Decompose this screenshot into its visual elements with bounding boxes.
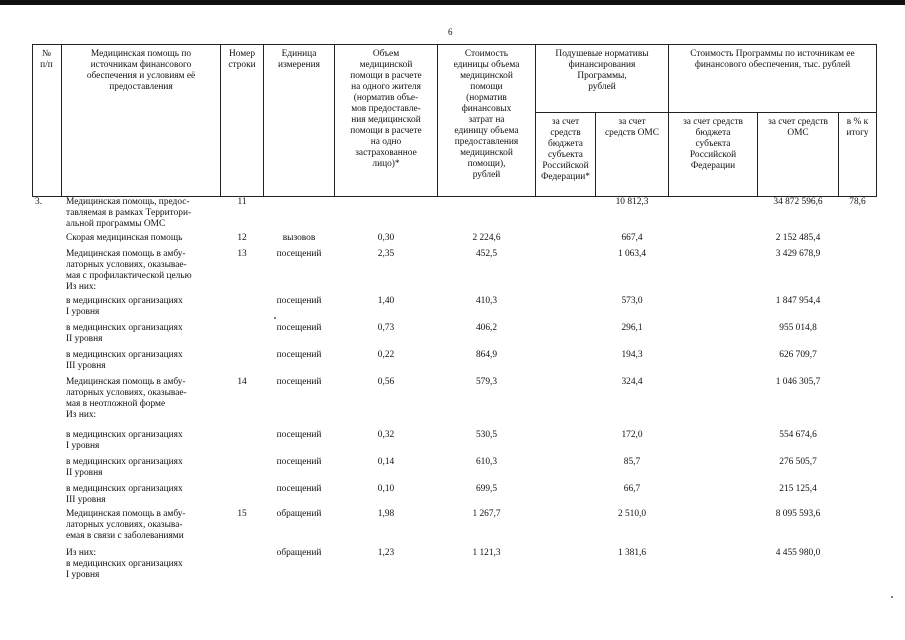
row-program-oms: 955 014,8 — [779, 323, 817, 333]
header-norm-group: Подушевые нормативы финансирования Программы, рублей — [555, 49, 649, 92]
row-volume: 0,22 — [377, 350, 395, 360]
row-line-number: 13 — [237, 249, 247, 259]
row-norm-oms: 85,7 — [623, 457, 641, 467]
row-description: в медицинских организациях III уровня — [66, 484, 183, 505]
row-line-number: 15 — [237, 509, 247, 519]
row-program-oms: 2 152 485,4 — [775, 233, 821, 243]
row-norm-oms: 2 510,0 — [617, 509, 647, 519]
row-program-oms: 1 847 954,4 — [775, 296, 821, 306]
top-border — [0, 0, 905, 5]
row-unit: посещений — [276, 377, 322, 387]
row-unit-cost: 530,5 — [475, 430, 498, 440]
row-volume: 1,40 — [377, 296, 395, 306]
row-norm-oms: 1 381,6 — [617, 548, 647, 558]
header-norm-budget: за счет средств бюджета субъекта Российской Федерации* — [541, 117, 590, 182]
row-unit-cost: 1 121,3 — [472, 548, 501, 558]
row-program-percent: 78,6 — [849, 197, 866, 207]
header-col-row: Номер строки — [228, 49, 256, 70]
row-norm-oms: 667,4 — [621, 233, 643, 243]
header-col-name: Медицинская помощь по источникам финансового обеспечения и условиям её предоставления — [86, 49, 196, 92]
row-volume: 2,35 — [377, 249, 395, 259]
row-program-oms: 554 674,6 — [779, 430, 817, 440]
row-description: в медицинских организациях III уровня — [66, 350, 183, 371]
row-line-number: 11 — [237, 197, 247, 207]
row-program-oms: 8 095 593,6 — [775, 509, 821, 519]
row-unit-cost: 699,5 — [475, 484, 498, 494]
row-unit-cost: 2 224,6 — [472, 233, 501, 243]
page-number: 6 — [448, 27, 453, 37]
row-description: Медицинская помощь в амбу- латорных условиях, оказывае- мая с профилактической целью Из них: — [66, 249, 192, 292]
row-unit: посещений — [276, 484, 322, 494]
row-line-number: 12 — [237, 233, 247, 243]
row-volume: 1,98 — [377, 509, 395, 519]
row-description: Медицинская помощь в амбу- латорных условиях, оказывае- мая в неотложной форме Из них: — [66, 377, 187, 420]
row-unit-cost: 410,3 — [475, 296, 498, 306]
row-norm-oms: 66,7 — [623, 484, 641, 494]
header-program-group: Стоимость Программы по источникам ее финансового обеспечения, тыс. рублей — [690, 49, 855, 70]
row-norm-oms: 1 063,4 — [617, 249, 647, 259]
row-unit: обращений — [276, 509, 322, 519]
row-program-oms: 626 709,7 — [779, 350, 817, 360]
row-program-oms: 276 505,7 — [779, 457, 817, 467]
row-program-oms: 4 455 980,0 — [775, 548, 821, 558]
header-col-number: № п/п — [40, 49, 53, 70]
header-program-percent: в % к итогу — [846, 117, 869, 138]
row-description: в медицинских организациях I уровня — [66, 296, 183, 317]
header-col-volume: Объем медицинской помощи в расчете на одного жителя (норматив объе- мов предоставле- ния медицинской помощи в расчете на одно застрахованное лицо)* — [350, 49, 422, 169]
row-norm-oms: 10 812,3 — [615, 197, 649, 207]
row-norm-oms: 296,1 — [621, 323, 643, 333]
row-unit-cost: 1 267,7 — [472, 509, 501, 519]
scan-speck — [274, 317, 276, 319]
row-unit-cost: 610,3 — [475, 457, 498, 467]
row-program-oms: 34 872 596,6 — [773, 197, 823, 207]
row-unit: вызовов — [282, 233, 316, 243]
row-volume: 0,30 — [377, 233, 395, 243]
row-norm-oms: 172,0 — [621, 430, 643, 440]
row-unit: посещений — [276, 457, 322, 467]
row-line-number: 14 — [237, 377, 247, 387]
row-description: в медицинских организациях I уровня — [66, 430, 183, 451]
row-description: Из них: в медицинских организациях I уровня — [66, 548, 183, 580]
header-norm-oms: за счет средств ОМС — [604, 117, 660, 138]
header-col-cost: Стоимость единицы объема медицинской помощи (норматив финансовых затрат на единицу объема предоставления медицинской помощи), рублей — [453, 49, 520, 180]
row-volume: 0,32 — [377, 430, 395, 440]
header-program-oms: за счет средств ОМС — [768, 117, 828, 138]
row-volume: 1,23 — [377, 548, 395, 558]
row-unit: посещений — [276, 430, 322, 440]
row-program-oms: 215 125,4 — [779, 484, 817, 494]
row-program-oms: 1 046 305,7 — [775, 377, 821, 387]
row-unit-cost: 579,3 — [475, 377, 498, 387]
row-program-oms: 3 429 678,9 — [775, 249, 821, 259]
row-volume: 0,56 — [377, 377, 395, 387]
row-unit: обращений — [276, 548, 322, 558]
row-description: Медицинская помощь в амбу- латорных условиях, оказыва- емая в связи с заболеваниями — [66, 509, 186, 541]
row-volume: 0,10 — [377, 484, 395, 494]
row-description: в медицинских организациях II уровня — [66, 457, 183, 478]
row-volume: 0,14 — [377, 457, 395, 467]
scan-speck — [891, 596, 893, 598]
row-description: в медицинских организациях II уровня — [66, 323, 183, 344]
row-volume: 0,73 — [377, 323, 395, 333]
row-unit: посещений — [276, 249, 322, 259]
row-norm-oms: 324,4 — [621, 377, 643, 387]
row-description: Медицинская помощь, предос- тавляемая в рамках Территори- альной программы ОМС — [66, 197, 192, 229]
row-number: 3. — [35, 197, 43, 207]
row-unit-cost: 452,5 — [475, 249, 498, 259]
header-col-unit: Единица измерения — [278, 49, 320, 70]
row-unit-cost: 864,9 — [475, 350, 498, 360]
header-program-budget: за счет средств бюджета субъекта Российской Федерации — [683, 117, 743, 171]
row-unit: посещений — [276, 323, 322, 333]
row-description: Скорая медицинская помощь — [66, 233, 183, 243]
row-unit-cost: 406,2 — [475, 323, 498, 333]
row-unit: посещений — [276, 296, 322, 306]
row-unit: посещений — [276, 350, 322, 360]
row-norm-oms: 573,0 — [621, 296, 643, 306]
row-norm-oms: 194,3 — [621, 350, 643, 360]
